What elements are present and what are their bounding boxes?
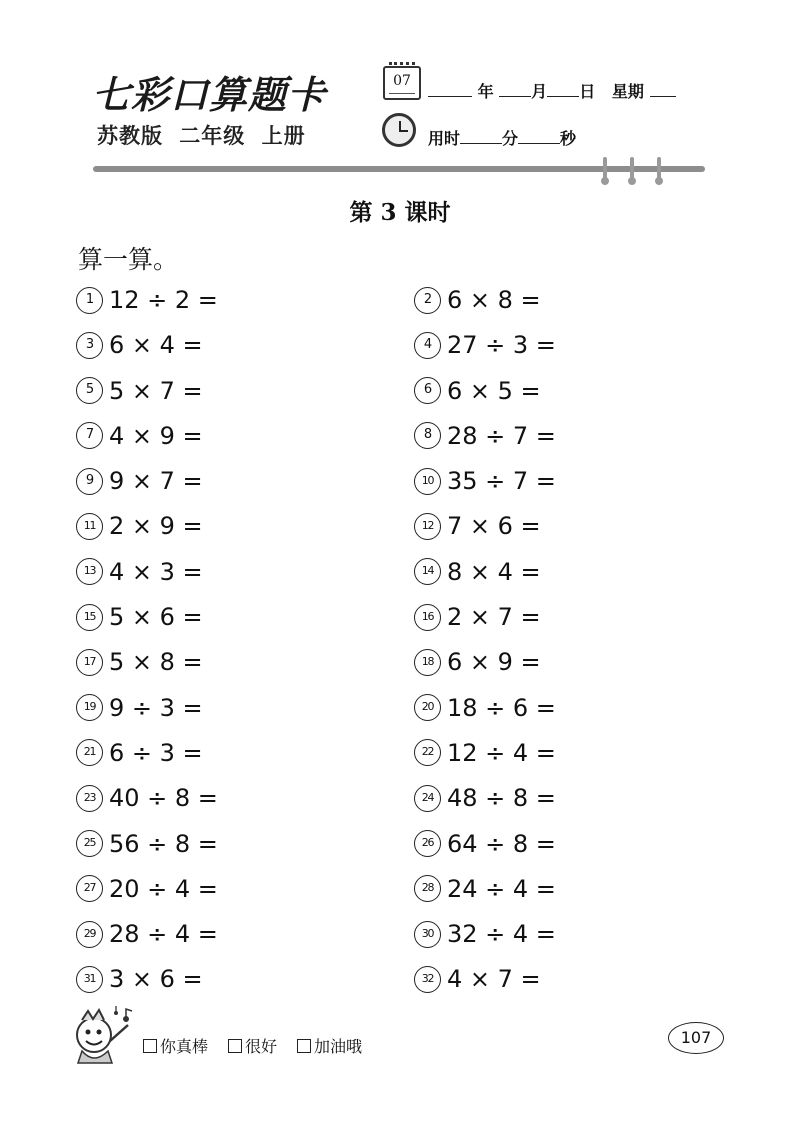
- problem-item: [414, 464, 752, 498]
- problem-number: 9: [76, 468, 103, 495]
- seconds-label: 秒: [560, 129, 577, 148]
- problem-expression: 4 × 3 =: [109, 557, 203, 586]
- problem-expression: 6 ÷ 3 =: [109, 738, 203, 767]
- problem-number: 32: [414, 966, 441, 993]
- mascot-icon: [68, 1005, 138, 1069]
- pin-icon: [629, 157, 635, 183]
- problem-item: [414, 509, 752, 543]
- problem-number: 20: [414, 694, 441, 721]
- problem-number: 31: [76, 966, 103, 993]
- problem-number: 5: [76, 377, 103, 404]
- problem-expression: 4 × 9 =: [109, 421, 203, 450]
- seconds-blank[interactable]: [518, 129, 560, 144]
- problem-expression: 24 ÷ 4 =: [447, 874, 556, 903]
- problem-expression: 20 ÷ 4 =: [109, 874, 218, 903]
- problem-item: [76, 419, 414, 453]
- problem-expression: 48 ÷ 8 =: [447, 784, 556, 813]
- rating-options: [143, 1034, 362, 1057]
- problem-expression: 27 ÷ 3 =: [447, 331, 556, 360]
- pin-icon: [656, 157, 662, 183]
- month-blank[interactable]: [499, 82, 531, 97]
- problem-item: [414, 872, 752, 906]
- problem-expression: 40 ÷ 8 =: [109, 784, 218, 813]
- problem-number: 1: [76, 287, 103, 314]
- problem-expression: 32 ÷ 4 =: [447, 920, 556, 949]
- problem-item: [414, 781, 752, 815]
- problem-expression: 9 ÷ 3 =: [109, 693, 203, 722]
- problem-expression: 6 × 8 =: [447, 286, 541, 314]
- date-line: [428, 79, 676, 102]
- instruction: 算一算。: [78, 245, 179, 274]
- problem-item: [414, 827, 752, 861]
- problem-item: [76, 827, 414, 861]
- problem-expression: 64 ÷ 8 =: [447, 829, 556, 858]
- problem-number: 16: [414, 604, 441, 631]
- month-label: 月: [531, 82, 548, 101]
- rating-label: 很好: [245, 1037, 278, 1056]
- rating-option[interactable]: [297, 1034, 362, 1057]
- problem-item: [414, 736, 752, 770]
- problem-expression: 2 × 9 =: [109, 512, 203, 541]
- pin-icon: [602, 157, 608, 183]
- problem-number: 6: [414, 377, 441, 404]
- problem-expression: 18 ÷ 6 =: [447, 693, 556, 722]
- day-label: 日: [579, 82, 596, 101]
- calendar-number: 07: [393, 73, 411, 89]
- problem-number: 30: [414, 921, 441, 948]
- problem-expression: 6 × 9 =: [447, 648, 541, 677]
- problem-number: 29: [76, 921, 103, 948]
- rating-option[interactable]: [228, 1034, 277, 1057]
- problem-number: 17: [76, 649, 103, 676]
- problem-item: [76, 691, 414, 725]
- problem-expression: 4 × 7 =: [447, 965, 541, 994]
- problem-expression: 6 × 4 =: [109, 331, 203, 360]
- lesson-title: 第 3 课时: [349, 199, 451, 226]
- problem-item: [76, 283, 414, 317]
- problem-number: 11: [76, 513, 103, 540]
- problem-item: [414, 962, 752, 996]
- divider-pins: [602, 157, 662, 183]
- problem-number: 7: [76, 422, 103, 449]
- problem-number: 23: [76, 785, 103, 812]
- problem-item: [76, 555, 414, 589]
- weekday-blank[interactable]: [650, 82, 676, 97]
- problem-number: 22: [414, 739, 441, 766]
- problem-number: 4: [414, 332, 441, 359]
- problem-item: [414, 283, 752, 317]
- problem-expression: 5 × 7 =: [109, 376, 203, 405]
- problem-number: 10: [414, 468, 441, 495]
- problem-number: 12: [414, 513, 441, 540]
- rating-label: 加油哦: [314, 1037, 363, 1056]
- problem-number: 19: [76, 694, 103, 721]
- problem-item: [414, 328, 752, 362]
- problem-item: [76, 872, 414, 906]
- problem-item: [414, 374, 752, 408]
- page-number: 107: [668, 1022, 724, 1054]
- clock-icon: [382, 113, 416, 147]
- problem-number: 28: [414, 875, 441, 902]
- problem-item: [76, 328, 414, 362]
- problem-expression: 28 ÷ 4 =: [109, 920, 218, 949]
- rating-label: 你真棒: [160, 1037, 209, 1056]
- brand-title-first: 七彩: [92, 73, 171, 117]
- problem-item: [76, 645, 414, 679]
- problem-number: 24: [414, 785, 441, 812]
- problem-item: [76, 736, 414, 770]
- calendar-icon: [383, 66, 421, 100]
- problem-number: 13: [76, 558, 103, 585]
- problem-number: 27: [76, 875, 103, 902]
- day-blank[interactable]: [547, 82, 579, 97]
- time-used-label: 用时: [428, 129, 461, 148]
- problem-item: [414, 917, 752, 951]
- problem-expression: 9 × 7 =: [109, 467, 203, 496]
- year-label: 年: [477, 82, 494, 101]
- problem-item: [414, 645, 752, 679]
- problem-grid: [76, 283, 776, 1008]
- problem-item: [76, 464, 414, 498]
- problem-item: [414, 600, 752, 634]
- checkbox[interactable]: [143, 1039, 157, 1053]
- problem-expression: 6 × 5 =: [447, 376, 541, 405]
- problem-expression: 12 ÷ 2 =: [109, 286, 218, 314]
- rating-option[interactable]: [143, 1034, 208, 1057]
- problem-item: [76, 509, 414, 543]
- checkbox[interactable]: [228, 1039, 242, 1053]
- problem-number: 25: [76, 830, 103, 857]
- problem-item: [414, 419, 752, 453]
- edition-label: 苏教版 二年级 上册: [97, 124, 306, 148]
- problem-expression: 35 ÷ 7 =: [447, 467, 556, 496]
- problem-number: 3: [76, 332, 103, 359]
- problem-expression: 5 × 8 =: [109, 648, 203, 677]
- problem-item: [76, 600, 414, 634]
- problem-item: [76, 917, 414, 951]
- checkbox[interactable]: [297, 1039, 311, 1053]
- problem-item: [76, 962, 414, 996]
- problem-expression: 28 ÷ 7 =: [447, 421, 556, 450]
- problem-number: 15: [76, 604, 103, 631]
- problem-number: 2: [414, 287, 441, 314]
- brand-title: [92, 64, 326, 119]
- problem-expression: 8 × 4 =: [447, 557, 541, 586]
- problem-expression: 2 × 7 =: [447, 603, 541, 632]
- problem-expression: 7 × 6 =: [447, 512, 541, 541]
- weekday-label: 星期: [611, 82, 644, 101]
- minutes-label: 分: [502, 129, 519, 148]
- minutes-blank[interactable]: [460, 129, 502, 144]
- problem-item: [414, 555, 752, 589]
- problem-number: 14: [414, 558, 441, 585]
- problem-item: [76, 374, 414, 408]
- problem-expression: 5 × 6 =: [109, 603, 203, 632]
- problem-item: [414, 691, 752, 725]
- problem-item: [76, 781, 414, 815]
- brand-title-rest: 口算题卡: [170, 73, 327, 117]
- problem-number: 18: [414, 649, 441, 676]
- time-line: [428, 126, 576, 149]
- problem-expression: 12 ÷ 4 =: [447, 738, 556, 767]
- problem-expression: 56 ÷ 8 =: [109, 829, 218, 858]
- problem-number: 8: [414, 422, 441, 449]
- problem-expression: 3 × 6 =: [109, 965, 203, 994]
- year-blank[interactable]: [428, 82, 472, 97]
- problem-number: 26: [414, 830, 441, 857]
- problem-number: 21: [76, 739, 103, 766]
